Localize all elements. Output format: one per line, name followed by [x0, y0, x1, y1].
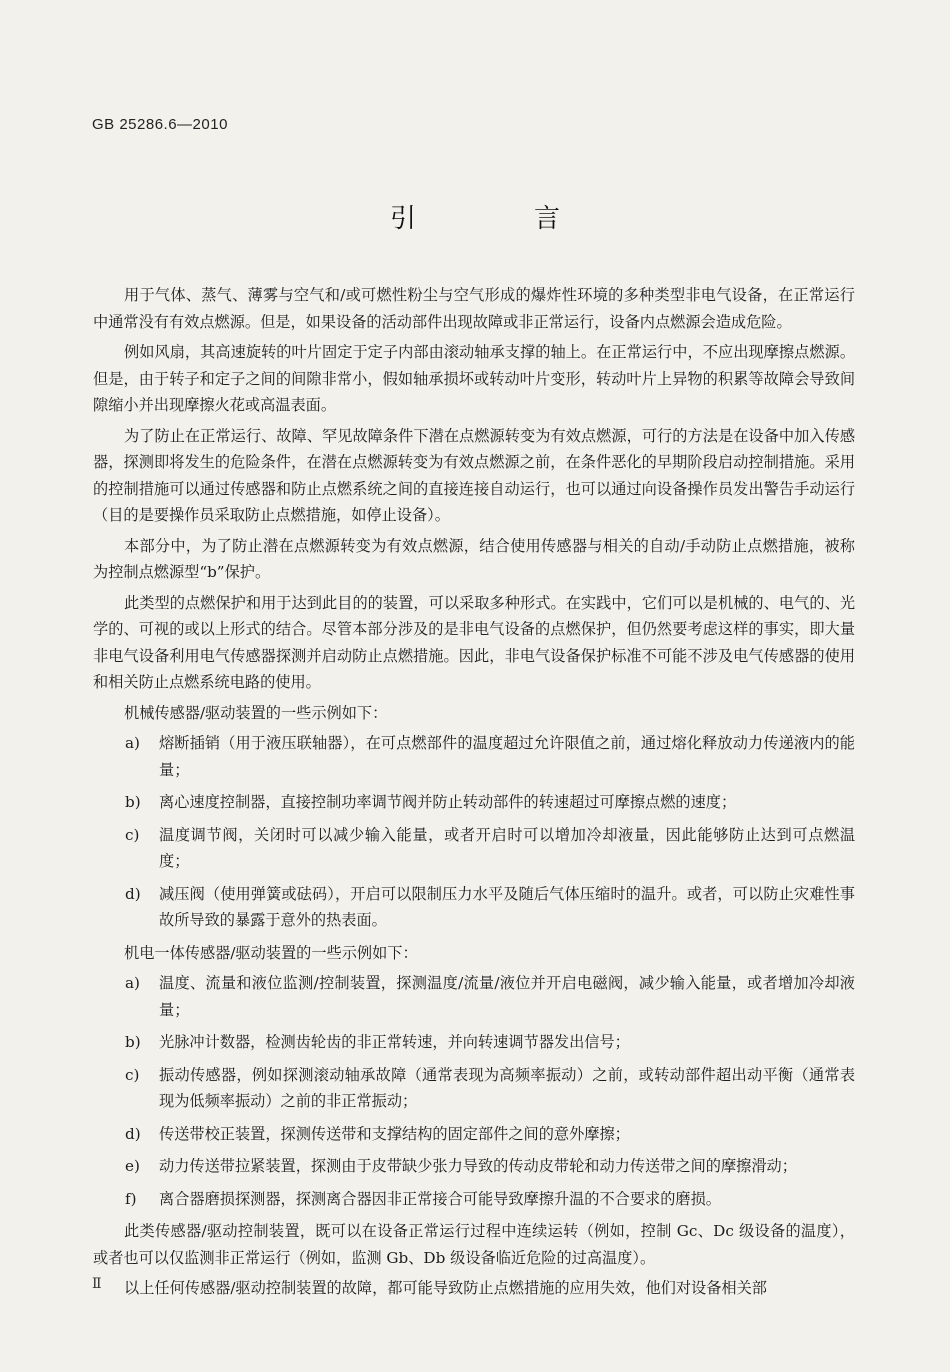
list-item-label: d) — [125, 1124, 141, 1143]
paragraph: 此类传感器/驱动控制装置，既可以在设备正常运行过程中连续运转（例如，控制 Gc、Dc 级设备的温度），或者也可以仅监测非正常运行（例如，监测 Gb、Db 级设备临近危险的过高温度）。 — [93, 1222, 855, 1267]
list-item-text: 温度调节阀，关闭时可以减少输入能量，或者开启时可以增加冷却液量，因此能够防止达到可点燃温度； — [159, 825, 855, 870]
list-item-label: b) — [125, 793, 141, 811]
list-item-label: b) — [125, 1033, 141, 1051]
list-item-label: c) — [125, 825, 140, 844]
list-item-text: 振动传感器，例如探测滚动轴承故障（通常表现为高频率振动）之前，或转动部件超出动平衡（通常表现为低频率振动）之前的非正常振动； — [159, 1065, 855, 1110]
mechanical-list-intro: 机械传感器/驱动装置的一些示例如下： — [124, 703, 388, 722]
paragraph: 以上任何传感器/驱动控制装置的故障，都可能导致防止点燃措施的应用失效，他们对设备相关部 — [124, 1279, 767, 1297]
body-text — [93, 282, 855, 1306]
page-title: 引 言 — [389, 204, 606, 234]
list-item-text: 动力传送带拉紧装置，探测由于皮带缺少张力导致的传动皮带轮和动力传送带之间的摩擦滑动； — [159, 1157, 797, 1175]
list-item-label: d) — [125, 884, 141, 903]
paragraph: 为了防止在正常运行、故障、罕见故障条件下潜在点燃源转变为有效点燃源，可行的方法是在设备中加入传感器，探测即将发生的危险条件，在潜在点燃源转变为有效点燃源之前，在条件恶化的早期阶段启动控制措施。采用的控制措施可以通过传感器和防止点燃系统之间的直接连接自动运行，也可以通过向设备操作员发出警告手动运行（目的是要操作员采取防止点燃措施，如停止设备）。 — [93, 426, 855, 524]
list-item-text: 熔断插销（用于液压联轴器），在可点燃部件的温度超过允许限值之前，通过熔化释放动力传递液内的能量； — [159, 734, 855, 779]
list-item — [93, 730, 855, 783]
list-item-text: 光脉冲计数器，检测齿轮齿的非正常转速，并向转速调节器发出信号； — [159, 1033, 630, 1051]
paragraph: 本部分中，为了防止潜在点燃源转变为有效点燃源，结合使用传感器与相关的自动/手动防止点燃措施，被称为控制点燃源型“b”保护。 — [93, 536, 855, 581]
list-item — [93, 1186, 855, 1213]
paragraph: 用于气体、蒸气、薄雾与空气和/或可燃性粉尘与空气形成的爆炸性环境的多种类型非电气设备，在正常运行中通常没有有效点燃源。但是，如果设备的活动部件出现故障或非正常运行，设备内点燃源会造成危险。 — [93, 286, 855, 331]
list-item-label: a) — [125, 974, 140, 992]
list-item — [93, 1029, 855, 1056]
list-item-text: 离心速度控制器，直接控制功率调节阀并防止转动部件的转速超过可摩擦点燃的速度； — [159, 793, 737, 811]
paragraph: 此类型的点燃保护和用于达到此目的的装置，可以采取多种形式。在实践中，它们可以是机械的、电气的、光学的、可视的或以上形式的结合。尽管本部分涉及的是非电气设备的点燃保护，但仍然要考虑这样的事实，即大量非电气设备利用电气传感器探测并启动防止点燃措施。因此，非电气设备保护标准不可能不涉及电气传感器的使用和相关防止点燃系统电路的使用。 — [93, 593, 855, 691]
list-item — [93, 1153, 855, 1180]
list-item-label: f) — [125, 1189, 137, 1208]
standard-code: GB 25286.6—2010 — [92, 116, 228, 133]
list-item — [93, 970, 855, 1023]
list-item — [93, 1062, 855, 1115]
list-item — [93, 881, 855, 934]
list-item-text: 离合器磨损探测器，探测离合器因非正常接合可能导致摩擦升温的不合要求的磨损。 — [159, 1189, 721, 1208]
list-item-text: 温度、流量和液位监测/控制装置，探测温度/流量/液位并开启电磁阀，减少输入能量，或者增加冷却液量； — [159, 974, 855, 1019]
paragraph: 例如风扇，其高速旋转的叶片固定于定子内部由滚动轴承支撑的轴上。在正常运行中，不应出现摩擦点燃源。但是，由于转子和定子之间的间隙非常小，假如轴承损坏或转动叶片变形，转动叶片上异物的积累等故障会导致间隙缩小并出现摩擦火花或高温表面。 — [93, 343, 855, 414]
list-item-label: e) — [125, 1157, 140, 1175]
page-number: Ⅱ — [92, 1276, 102, 1292]
electromechanical-list-intro: 机电一体传感器/驱动装置的一些示例如下： — [124, 943, 418, 962]
list-item-label: a) — [125, 734, 140, 752]
list-item-text: 减压阀（使用弹簧或砝码），开启可以限制压力水平及随后气体压缩时的温升。或者，可以防止灾难性事故所导致的暴露于意外的热表面。 — [159, 884, 855, 929]
list-item-text: 传送带校正装置，探测传送带和支撑结构的固定部件之间的意外摩擦； — [159, 1124, 630, 1143]
list-item — [93, 1121, 855, 1148]
list-item — [93, 822, 855, 875]
list-item-label: c) — [125, 1065, 140, 1084]
list-item — [93, 789, 855, 816]
